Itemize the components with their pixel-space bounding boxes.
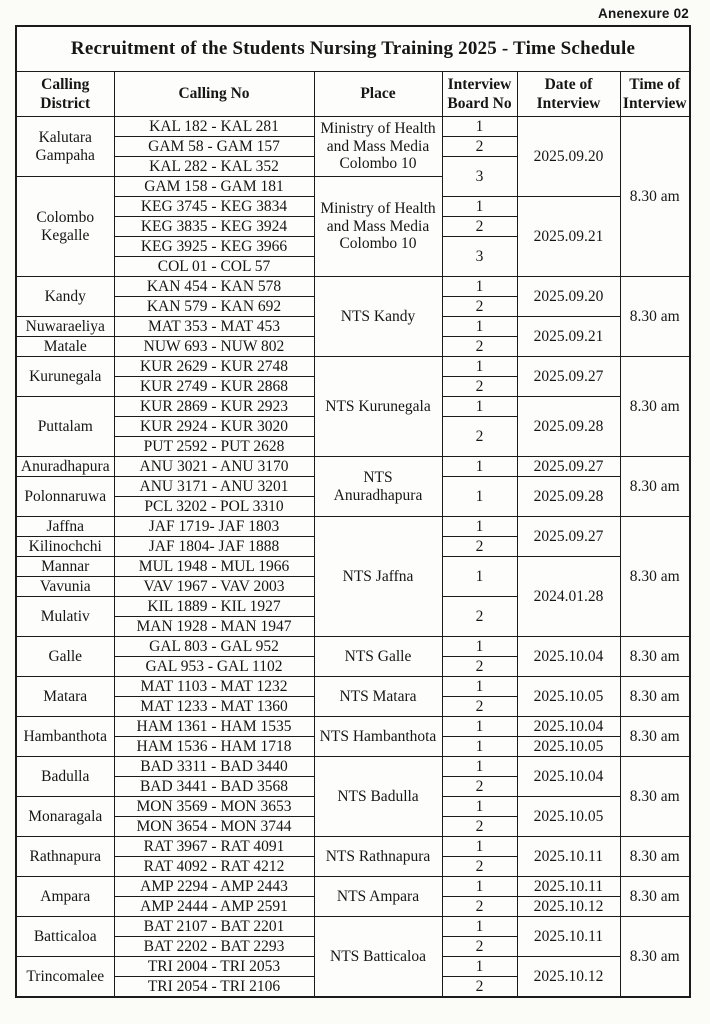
table-cell: ANU 3171 - ANU 3201 <box>114 477 314 497</box>
table-cell: COL 01 - COL 57 <box>114 257 314 277</box>
table-cell: 1 <box>442 737 517 757</box>
table-cell: 1 <box>442 457 517 477</box>
table-cell: 8.30 am <box>620 757 690 837</box>
table-cell: 2025.10.11 <box>517 917 620 957</box>
table-cell: 8.30 am <box>620 717 690 757</box>
table-cell: Monaragala <box>16 797 114 837</box>
table-row <box>16 457 690 477</box>
table-cell: Kurunegala <box>16 357 114 397</box>
table-cell: Mulativ <box>16 597 114 637</box>
table-cell: TRI 2004 - TRI 2053 <box>114 957 314 977</box>
schedule-table <box>15 25 691 998</box>
table-cell: Kilinochchi <box>16 537 114 557</box>
table-cell: 2025.09.20 <box>517 117 620 197</box>
table-cell: 8.30 am <box>620 677 690 717</box>
table-cell: GAM 158 - GAM 181 <box>114 177 314 197</box>
table-cell: 8.30 am <box>620 117 690 277</box>
table-cell: Puttalam <box>16 397 114 457</box>
table-cell: 2025.10.05 <box>517 677 620 717</box>
table-cell: KUR 2924 - KUR 3020 <box>114 417 314 437</box>
table-cell: MAT 353 - MAT 453 <box>114 317 314 337</box>
table-cell: 1 <box>442 837 517 857</box>
table-cell: KAN 579 - KAN 692 <box>114 297 314 317</box>
table-cell: MON 3569 - MON 3653 <box>114 797 314 817</box>
table-cell: NTS Kandy <box>314 277 442 357</box>
table-cell: Matara <box>16 677 114 717</box>
table-cell: Batticaloa <box>16 917 114 957</box>
table-cell: HAM 1361 - HAM 1535 <box>114 717 314 737</box>
table-cell: KIL 1889 - KIL 1927 <box>114 597 314 617</box>
table-cell: KUR 2749 - KUR 2868 <box>114 377 314 397</box>
table-cell: NTS Ampara <box>314 877 442 917</box>
table-cell: KEG 3745 - KEG 3834 <box>114 197 314 217</box>
table-cell: GAM 58 - GAM 157 <box>114 137 314 157</box>
table-cell: 1 <box>442 477 517 517</box>
table-row <box>16 637 690 657</box>
table-cell: BAD 3441 - BAD 3568 <box>114 777 314 797</box>
table-cell: AMP 2444 - AMP 2591 <box>114 897 314 917</box>
table-cell: Colombo Kegalle <box>16 177 114 277</box>
table-cell: 2025.09.28 <box>517 397 620 457</box>
table-cell: Polonnaruwa <box>16 477 114 517</box>
table-row <box>16 717 690 737</box>
table-cell: 1 <box>442 357 517 377</box>
table-cell: 2025.10.04 <box>517 717 620 737</box>
table-cell: KAL 182 - KAL 281 <box>114 117 314 137</box>
table-cell: 2 <box>442 137 517 157</box>
table-cell: TRI 2054 - TRI 2106 <box>114 977 314 998</box>
table-cell: Hambanthota <box>16 717 114 757</box>
table-row <box>16 757 690 777</box>
table-cell: 2 <box>442 337 517 357</box>
table-cell: KEG 3835 - KEG 3924 <box>114 217 314 237</box>
table-cell: 2 <box>442 377 517 397</box>
table-cell: MAN 1928 - MAN 1947 <box>114 617 314 637</box>
table-cell: JAF 1804- JAF 1888 <box>114 537 314 557</box>
table-cell: 8.30 am <box>620 357 690 457</box>
table-cell: 1 <box>442 797 517 817</box>
table-cell: 2025.10.04 <box>517 637 620 677</box>
table-cell: 2 <box>442 977 517 998</box>
table-cell: AMP 2294 - AMP 2443 <box>114 877 314 897</box>
table-row <box>16 917 690 937</box>
table-cell: 2 <box>442 217 517 237</box>
table-head <box>16 26 690 117</box>
table-cell: 2 <box>442 417 517 457</box>
column-header-interview-board-no: Interview Board No <box>442 72 517 117</box>
table-cell: 1 <box>442 557 517 597</box>
page-title: Recruitment of the Students Nursing Training 2025 - Time Schedule <box>16 26 690 72</box>
table-cell: NTS Badulla <box>314 757 442 837</box>
table-cell: 1 <box>442 117 517 137</box>
table-cell: 2025.10.05 <box>517 737 620 757</box>
table-cell: GAL 803 - GAL 952 <box>114 637 314 657</box>
column-header-date-of-interview: Date of Interview <box>517 72 620 117</box>
table-cell: 8.30 am <box>620 517 690 637</box>
table-cell: PCL 3202 - POL 3310 <box>114 497 314 517</box>
table-cell: KUR 2629 - KUR 2748 <box>114 357 314 377</box>
table-row <box>16 117 690 137</box>
table-cell: 2 <box>442 817 517 837</box>
table-cell: 1 <box>442 917 517 937</box>
table-cell: 2 <box>442 597 517 637</box>
table-cell: Ministry of Health and Mass Media Colombo 10 <box>314 177 442 277</box>
table-cell: 2025.10.12 <box>517 957 620 998</box>
table-row <box>16 877 690 897</box>
table-cell: 2025.09.21 <box>517 317 620 357</box>
table-cell: Anuradhapura <box>16 457 114 477</box>
table-cell: NTS Hambanthota <box>314 717 442 757</box>
table-cell: Kandy <box>16 277 114 317</box>
table-cell: 2025.09.21 <box>517 197 620 277</box>
table-cell: KUR 2869 - KUR 2923 <box>114 397 314 417</box>
table-cell: 2025.09.20 <box>517 277 620 317</box>
table-cell: PUT 2592 - PUT 2628 <box>114 437 314 457</box>
table-cell: 3 <box>442 157 517 197</box>
table-cell: NTS Batticaloa <box>314 917 442 998</box>
table-cell: BAT 2202 - BAT 2293 <box>114 937 314 957</box>
table-row <box>16 677 690 697</box>
table-cell: NTS Jaffna <box>314 517 442 637</box>
table-cell: Badulla <box>16 757 114 797</box>
table-cell: 2025.10.11 <box>517 837 620 877</box>
table-cell: Ampara <box>16 877 114 917</box>
table-cell: MUL 1948 - MUL 1966 <box>114 557 314 577</box>
table-cell: 2025.09.27 <box>517 357 620 397</box>
table-cell: Matale <box>16 337 114 357</box>
table-row <box>16 357 690 377</box>
column-header-calling-no: Calling No <box>114 72 314 117</box>
table-cell: 2025.10.05 <box>517 797 620 837</box>
table-cell: Vavunia <box>16 577 114 597</box>
table-cell: 1 <box>442 757 517 777</box>
table-cell: NTS Galle <box>314 637 442 677</box>
table-cell: KAN 454 - KAN 578 <box>114 277 314 297</box>
table-cell: RAT 4092 - RAT 4212 <box>114 857 314 877</box>
table-row <box>16 517 690 537</box>
table-cell: 1 <box>442 197 517 217</box>
table-cell: NTS Anuradhapura <box>314 457 442 517</box>
table-cell: Mannar <box>16 557 114 577</box>
table-cell: 2 <box>442 897 517 917</box>
table-cell: 2 <box>442 937 517 957</box>
table-cell: 8.30 am <box>620 457 690 517</box>
table-cell: JAF 1719- JAF 1803 <box>114 517 314 537</box>
table-cell: 8.30 am <box>620 637 690 677</box>
table-cell: MON 3654 - MON 3744 <box>114 817 314 837</box>
table-cell: 2 <box>442 777 517 797</box>
table-cell: MAT 1103 - MAT 1232 <box>114 677 314 697</box>
column-header-calling-district: Calling District <box>16 72 114 117</box>
table-cell: 1 <box>442 637 517 657</box>
table-cell: Galle <box>16 637 114 677</box>
table-cell: BAT 2107 - BAT 2201 <box>114 917 314 937</box>
table-cell: VAV 1967 - VAV 2003 <box>114 577 314 597</box>
table-cell: Kalutara Gampaha <box>16 117 114 177</box>
table-cell: NTS Rathnapura <box>314 837 442 877</box>
table-cell: 2 <box>442 297 517 317</box>
table-cell: 2024.01.28 <box>517 557 620 637</box>
table-cell: HAM 1536 - HAM 1718 <box>114 737 314 757</box>
table-cell: RAT 3967 - RAT 4091 <box>114 837 314 857</box>
column-header-time-of-interview: Time of Interview <box>620 72 690 117</box>
table-cell: 2025.10.11 <box>517 877 620 897</box>
table-cell: 1 <box>442 957 517 977</box>
table-cell: MAT 1233 - MAT 1360 <box>114 697 314 717</box>
table-cell: 2 <box>442 657 517 677</box>
table-cell: 2025.09.27 <box>517 517 620 557</box>
table-cell: Nuwaraeliya <box>16 317 114 337</box>
table-cell: 2 <box>442 697 517 717</box>
table-cell: 2025.10.04 <box>517 757 620 797</box>
table-cell: 2 <box>442 857 517 877</box>
header-row <box>16 72 690 117</box>
table-cell: 1 <box>442 277 517 297</box>
table-cell: 1 <box>442 517 517 537</box>
table-cell: 8.30 am <box>620 917 690 998</box>
table-cell: 1 <box>442 397 517 417</box>
table-cell: 2025.09.28 <box>517 477 620 517</box>
table-cell: NTS Kurunegala <box>314 357 442 457</box>
table-cell: 8.30 am <box>620 837 690 877</box>
table-cell: 2025.09.27 <box>517 457 620 477</box>
table-cell: 1 <box>442 877 517 897</box>
title-row <box>16 26 690 72</box>
table-cell: NTS Matara <box>314 677 442 717</box>
table-cell: ANU 3021 - ANU 3170 <box>114 457 314 477</box>
table-cell: Trincomalee <box>16 957 114 998</box>
table-row <box>16 837 690 857</box>
table-cell: KEG 3925 - KEG 3966 <box>114 237 314 257</box>
table-row <box>16 277 690 297</box>
table-cell: 2025.10.12 <box>517 897 620 917</box>
table-cell: 1 <box>442 677 517 697</box>
table-cell: Ministry of Health and Mass Media Colombo 10 <box>314 117 442 177</box>
table-cell: 8.30 am <box>620 877 690 917</box>
table-cell: NUW 693 - NUW 802 <box>114 337 314 357</box>
table-cell: 1 <box>442 717 517 737</box>
schedule-table-body <box>16 117 690 998</box>
table-cell: 8.30 am <box>620 277 690 357</box>
table-cell: GAL 953 - GAL 1102 <box>114 657 314 677</box>
table-cell: BAD 3311 - BAD 3440 <box>114 757 314 777</box>
table-cell: 3 <box>442 237 517 277</box>
table-cell: 1 <box>442 317 517 337</box>
table-cell: KAL 282 - KAL 352 <box>114 157 314 177</box>
table-cell: 2 <box>442 537 517 557</box>
column-header-place: Place <box>314 72 442 117</box>
annexure-label: Anenexure 02 <box>598 6 689 21</box>
table-cell: Jaffna <box>16 517 114 537</box>
table-cell: Rathnapura <box>16 837 114 877</box>
